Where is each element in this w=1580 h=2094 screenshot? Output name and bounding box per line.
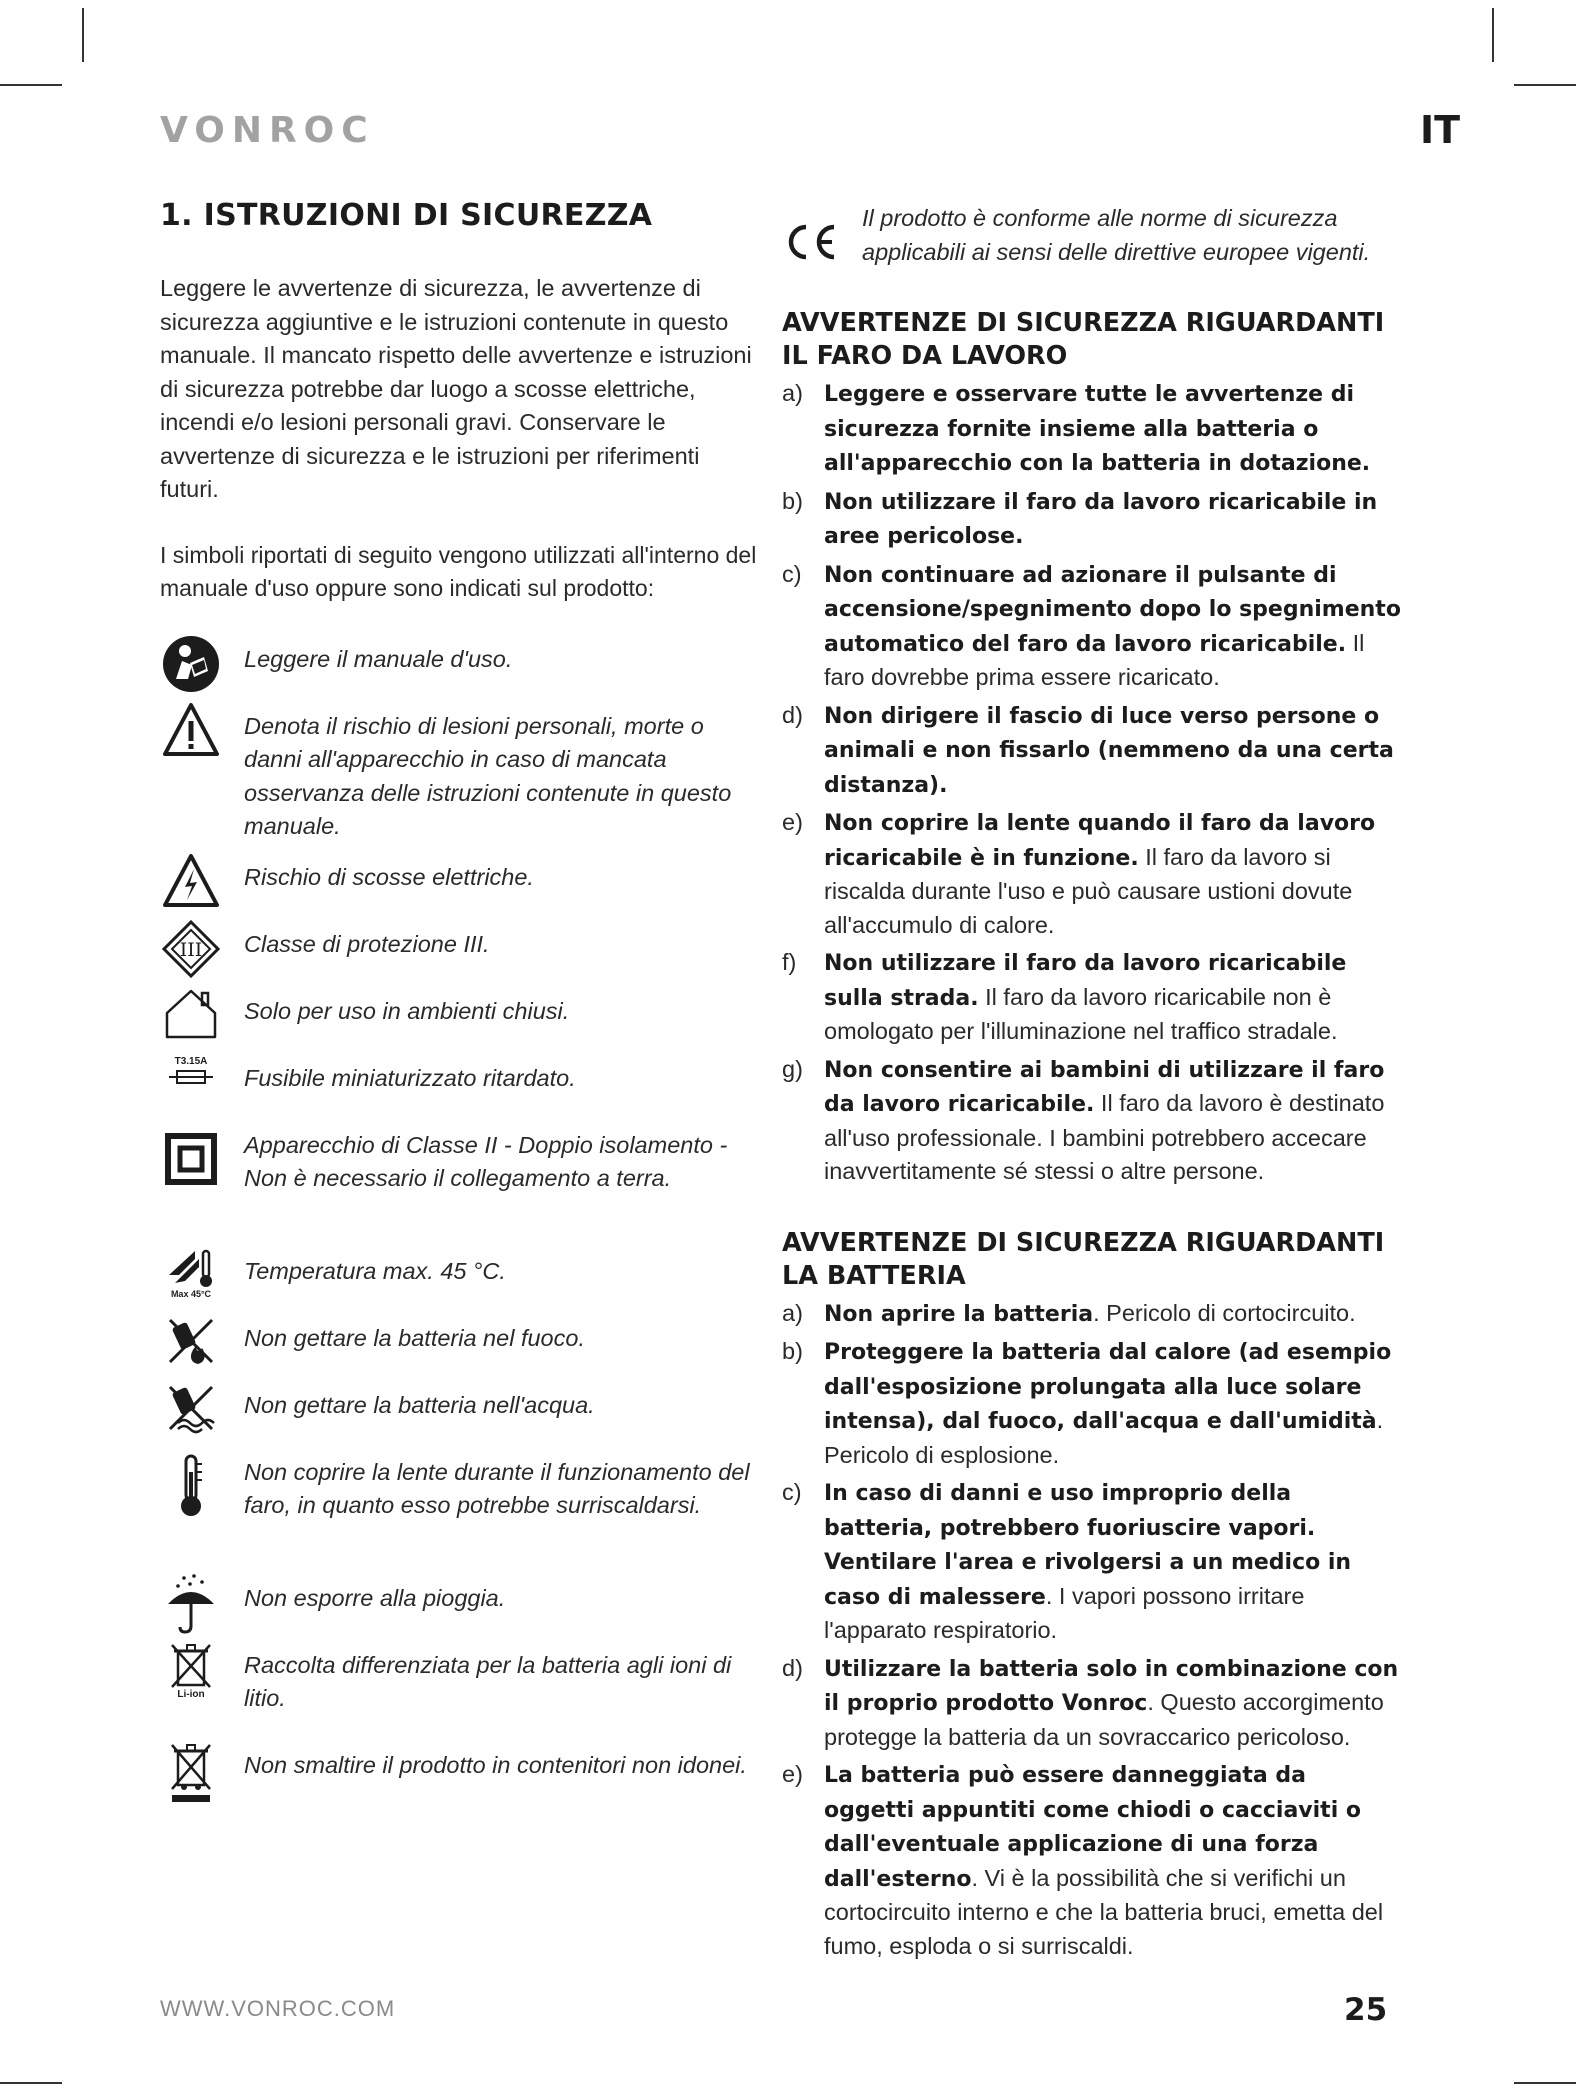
symbol-row xyxy=(160,1448,760,1574)
intro-paragraph: Leggere le avvertenze di sicurezza, le avvertenze di sicurezza aggiuntive e le istruzioni contenute in questo manuale. Il mancato rispetto delle avvertenze e istruzioni di sicurezza potrebbe dar luogo a scosse elettriche, incendi e/o lesioni personali gravi. Conservare le avvertenze di sicurezza e le istruzioni per riferimenti futuri. xyxy=(160,275,752,502)
symbol-row xyxy=(160,702,760,853)
item-bold-text: Non coprire la lente quando il faro da lavoro ricaricabile è in funzione. xyxy=(824,811,1376,871)
symbol-text: Non gettare la batteria nell'acqua. xyxy=(244,1391,595,1418)
list-item xyxy=(782,1758,1402,1963)
list-item xyxy=(782,558,1402,695)
crop-mark xyxy=(0,2082,62,2084)
item-text: . Questo accorgimento protegge la batteria da un sovraccarico pericoloso. xyxy=(824,1689,1384,1750)
item-text: . Vi è la possibilità che si verifichi un cortocircuito interno e che la batteria bruci, emetta del fumo, esploda o si surriscaldi. xyxy=(824,1864,1384,1959)
item-text: Il faro da lavoro ricaricabile non è omologato per l'illuminazione nel traffico stradale. xyxy=(824,983,1338,1044)
item-bold-text: Leggere e osservare tutte le avvertenze di sicurezza fornite insieme alla batteria o all'apparecchio con la batteria in dotazione. xyxy=(824,382,1371,476)
symbol-row xyxy=(160,1641,760,1741)
list-item xyxy=(782,485,1402,554)
symbol-row xyxy=(160,987,760,1054)
brand-logo: VONROC xyxy=(160,110,375,151)
item-letter: b) xyxy=(782,1338,803,1364)
svg-text:III: III xyxy=(179,938,203,961)
symbol-text: Rischio di scosse elettriche. xyxy=(244,863,534,890)
symbol-text: Temperatura max. 45 °C. xyxy=(244,1257,506,1284)
item-bold-text: Non utilizzare il faro da lavoro ricaricabile sulla strada. xyxy=(824,951,1347,1011)
symbol-text: Denota il rischio di lesioni personali, morte o danni all'apparecchio in caso di mancata osservanza delle istruzioni contenute in questo manuale. xyxy=(244,712,732,839)
item-bold-text: Non continuare ad azionare il pulsante di accensione/spegnimento dopo lo spegnimento automatico del faro da lavoro ricaricabile. xyxy=(824,562,1401,657)
liion-label: Li-ion xyxy=(177,1688,205,1700)
item-bold-text: Non utilizzare il faro da lavoro ricaricabile in aree pericolose. xyxy=(824,489,1378,549)
page-number: 25 xyxy=(1344,1992,1388,2028)
electric-shock-icon xyxy=(160,853,222,909)
item-letter: g) xyxy=(782,1055,803,1082)
item-letter: d) xyxy=(782,701,803,728)
ce-statement xyxy=(782,196,1402,269)
item-bold-text: Utilizzare la batteria solo in combinazione con il proprio prodotto Vonroc xyxy=(824,1656,1399,1716)
crop-mark xyxy=(1514,84,1576,86)
item-bold-text: Non consentire ai bambini di utilizzare il faro da lavoro ricaricabile. xyxy=(824,1057,1385,1117)
list-item xyxy=(782,946,1402,1049)
crop-mark xyxy=(82,8,84,62)
indoor-only-icon xyxy=(160,987,222,1041)
read-manual-icon xyxy=(160,635,222,693)
item-letter: e) xyxy=(782,1761,803,1787)
item-letter: d) xyxy=(782,1654,803,1681)
symbol-row xyxy=(160,1314,760,1381)
symbol-text: Solo per uso in ambienti chiusi. xyxy=(244,997,570,1024)
symbol-text: Raccolta differenziata per la batteria agli ioni di litio. xyxy=(244,1651,732,1711)
item-text: . Pericolo di esplosione. xyxy=(824,1407,1384,1468)
symbols-intro: I simboli riportati di seguito vengono utilizzati all'interno del manuale d'uso oppure sono indicati sul prodotto: xyxy=(160,541,757,601)
item-letter: e) xyxy=(782,809,803,835)
section-title: 1. ISTRUZIONI DI SICUREZZA xyxy=(160,198,653,233)
battery-warnings-list xyxy=(782,1297,1402,1964)
item-text: Il faro da lavoro si riscalda durante l'uso e può causare ustioni dovute all'accumulo di calore. xyxy=(824,843,1353,938)
symbol-text: Fusibile miniaturizzato ritardato. xyxy=(244,1064,576,1091)
item-letter: a) xyxy=(782,380,803,406)
list-item xyxy=(782,377,1402,481)
temperature-label: Max 45°C xyxy=(170,1288,212,1299)
item-letter: b) xyxy=(782,487,803,514)
list-item xyxy=(782,1335,1402,1472)
left-column xyxy=(160,196,760,1811)
symbol-text: Non coprire la lente durante il funzionamento del faro, in quanto esso potrebbe surriscaldarsi. xyxy=(244,1458,750,1518)
symbol-list xyxy=(160,635,760,1811)
crop-mark xyxy=(1492,8,1494,62)
list-item xyxy=(782,1053,1402,1189)
symbol-row xyxy=(160,635,760,702)
item-bold-text: Proteggere la batteria dal calore (ad esempio dall'esposizione prolungata alla luce solare intensa), dal fuoco, dall'acqua e dall'umidità xyxy=(824,1340,1392,1434)
no-fire-icon xyxy=(160,1314,222,1368)
list-item xyxy=(782,1297,1402,1332)
item-text: Il faro dovrebbe prima essere ricaricato. xyxy=(824,629,1365,690)
item-bold-text: La batteria può essere danneggiata da oggetti appuntiti come chiodi o cacciaviti o dall'eventuale applicazione di una forza dall'esterno xyxy=(824,1763,1362,1892)
max-temperature-icon xyxy=(160,1247,222,1299)
double-insulation-icon xyxy=(160,1121,222,1185)
li-ion-recycling-icon xyxy=(160,1641,222,1700)
item-text: . Pericolo di cortocircuito. xyxy=(1093,1299,1356,1326)
symbol-row xyxy=(160,1247,760,1314)
fuse-label: T3.15A xyxy=(174,1055,208,1067)
item-letter: c) xyxy=(782,560,802,587)
symbol-row xyxy=(160,1121,760,1247)
list-item xyxy=(782,1476,1402,1648)
symbol-text: Non esporre alla pioggia. xyxy=(244,1584,506,1611)
ce-mark-icon xyxy=(782,196,862,267)
symbol-row xyxy=(160,853,760,920)
symbol-row xyxy=(160,1574,760,1641)
language-code: IT xyxy=(1420,108,1461,152)
symbol-text: Non gettare la batteria nel fuoco. xyxy=(244,1324,585,1351)
fuse-icon xyxy=(160,1054,222,1089)
crop-mark xyxy=(0,84,62,86)
battery-warnings-title: AVVERTENZE DI SICUREZZA RIGUARDANTI LA BATTERIA xyxy=(782,1227,1385,1291)
ce-text: Il prodotto è conforme alle norme di sicurezza applicabili ai sensi delle direttive europee vigenti. xyxy=(862,205,1371,265)
warning-triangle-icon xyxy=(160,702,222,758)
footer-url[interactable]: WWW.VONROC.COM xyxy=(160,1996,396,2021)
right-column xyxy=(782,196,1402,1967)
item-letter: f) xyxy=(782,949,797,975)
weee-bin-icon xyxy=(160,1741,222,1803)
symbol-text: Apparecchio di Classe II - Doppio isolamento - Non è necessario il collegamento a terra. xyxy=(244,1131,728,1191)
no-rain-icon xyxy=(160,1574,222,1634)
work-light-warnings-title: AVVERTENZE DI SICUREZZA RIGUARDANTI IL FARO DA LAVORO xyxy=(782,308,1385,371)
symbol-row xyxy=(160,920,760,987)
item-bold-text: Non aprire la batteria xyxy=(824,1301,1094,1327)
thermometer-icon xyxy=(160,1448,222,1518)
item-bold-text: In caso di danni e uso improprio della batteria, potrebbero fuoriuscire vapori. Ventilare l'area e rivolgersi a un medico in caso di malessere xyxy=(824,1481,1352,1610)
symbol-text: Leggere il manuale d'uso. xyxy=(244,645,513,672)
symbol-text: Non smaltire il prodotto in contenitori non idonei. xyxy=(244,1751,747,1778)
item-letter: a) xyxy=(782,1299,803,1326)
item-text: Il faro da lavoro è destinato all'uso professionale. I bambini potrebbero accecare inavvertitamente sé stessi o altre persone. xyxy=(824,1090,1385,1184)
protection-class-iii-icon xyxy=(160,920,222,978)
symbol-row xyxy=(160,1741,760,1811)
crop-mark xyxy=(1514,2082,1576,2084)
list-item xyxy=(782,699,1402,803)
work-light-warnings-list xyxy=(782,377,1402,1189)
item-text: . I vapori possono irritare l'apparato respiratorio. xyxy=(824,1582,1305,1643)
item-bold-text: Non dirigere il fascio di luce verso persone o animali e non fissarlo (nemmeno da una certa distanza). xyxy=(824,703,1394,798)
symbol-row xyxy=(160,1054,760,1121)
list-item xyxy=(782,1652,1402,1755)
item-letter: c) xyxy=(782,1479,802,1505)
no-water-icon xyxy=(160,1381,222,1435)
symbol-row xyxy=(160,1381,760,1448)
symbol-text: Classe di protezione III. xyxy=(244,930,490,957)
list-item xyxy=(782,806,1402,942)
